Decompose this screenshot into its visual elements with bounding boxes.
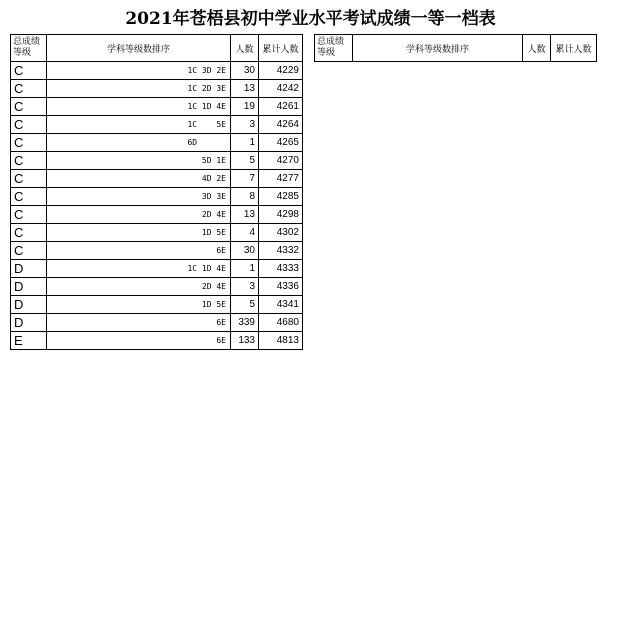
table-row (11, 296, 303, 314)
grade-header: 总成绩 等级 (315, 35, 353, 62)
table-row (11, 98, 303, 116)
count-cell: 133 (231, 332, 259, 350)
subjects-cell: 3D 3E (47, 188, 231, 206)
grade-cell: C (11, 134, 47, 152)
table-row (11, 278, 303, 296)
subjects-cell: 2D 4E (47, 278, 231, 296)
grade-cell: C (11, 224, 47, 242)
count-cell: 8 (231, 188, 259, 206)
count-cell: 339 (231, 314, 259, 332)
subjects-cell: 1C 5E (47, 116, 231, 134)
subjects-cell: 4D 2E (47, 170, 231, 188)
cumulative-cell: 4261 (259, 98, 303, 116)
count-cell: 1 (231, 260, 259, 278)
count-cell: 5 (231, 296, 259, 314)
subjects-cell: 1D 5E (47, 224, 231, 242)
grade-cell: C (11, 188, 47, 206)
subjects-cell: 6D (47, 134, 231, 152)
cumulative-cell: 4270 (259, 152, 303, 170)
grade-cell: E (11, 332, 47, 350)
count-cell: 7 (231, 170, 259, 188)
cumulative-cell: 4680 (259, 314, 303, 332)
table-row (11, 242, 303, 260)
table-row (11, 116, 303, 134)
cumulative-cell: 4264 (259, 116, 303, 134)
table-row (11, 152, 303, 170)
cumulative-cell: 4298 (259, 206, 303, 224)
count-cell: 5 (231, 152, 259, 170)
results-table-left (10, 34, 303, 350)
subjects-cell: 1C 3D 2E (47, 62, 231, 80)
table-header-row (11, 35, 303, 62)
table-row (11, 260, 303, 278)
table-row (11, 80, 303, 98)
count-header: 人数 (523, 35, 551, 62)
grade-cell: C (11, 242, 47, 260)
count-cell: 13 (231, 206, 259, 224)
grade-cell: C (11, 116, 47, 134)
subjects-header: 学科等级数排序 (47, 35, 231, 62)
cumulative-header: 累计人数 (551, 35, 597, 62)
cumulative-cell: 4333 (259, 260, 303, 278)
cumulative-cell: 4813 (259, 332, 303, 350)
grade-cell: D (11, 260, 47, 278)
table-row (11, 332, 303, 350)
subjects-cell: 1D 5E (47, 296, 231, 314)
cumulative-cell: 4302 (259, 224, 303, 242)
subjects-cell: 5D 1E (47, 152, 231, 170)
count-cell: 3 (231, 278, 259, 296)
count-cell: 30 (231, 242, 259, 260)
grade-cell: C (11, 62, 47, 80)
table-header-row (315, 35, 597, 62)
cumulative-cell: 4277 (259, 170, 303, 188)
grade-cell: C (11, 98, 47, 116)
cumulative-cell: 4242 (259, 80, 303, 98)
cumulative-header: 累计人数 (259, 35, 303, 62)
grade-cell: C (11, 152, 47, 170)
count-cell: 4 (231, 224, 259, 242)
count-cell: 30 (231, 62, 259, 80)
subjects-cell: 6E (47, 332, 231, 350)
count-cell: 13 (231, 80, 259, 98)
page-title: 2021年苍梧县初中学业水平考试成绩一等一档表 (125, 9, 496, 29)
count-header: 人数 (231, 35, 259, 62)
table-row (11, 62, 303, 80)
cumulative-cell: 4285 (259, 188, 303, 206)
grade-cell: C (11, 80, 47, 98)
cumulative-cell: 4332 (259, 242, 303, 260)
count-cell: 3 (231, 116, 259, 134)
table-row (11, 314, 303, 332)
grade-header: 总成绩 等级 (11, 35, 47, 62)
subjects-cell: 1C 1D 4E (47, 98, 231, 116)
cumulative-cell: 4265 (259, 134, 303, 152)
table-row (11, 206, 303, 224)
grade-cell: C (11, 206, 47, 224)
cumulative-cell: 4341 (259, 296, 303, 314)
table-row (11, 188, 303, 206)
cumulative-cell: 4229 (259, 62, 303, 80)
subjects-cell: 1C 1D 4E (47, 260, 231, 278)
grade-cell: C (11, 170, 47, 188)
count-cell: 1 (231, 134, 259, 152)
subjects-cell: 1C 2D 3E (47, 80, 231, 98)
count-cell: 19 (231, 98, 259, 116)
grade-cell: D (11, 278, 47, 296)
subjects-cell: 2D 4E (47, 206, 231, 224)
cumulative-cell: 4336 (259, 278, 303, 296)
subjects-header: 学科等级数排序 (353, 35, 523, 62)
table-row (11, 224, 303, 242)
subjects-cell: 6E (47, 242, 231, 260)
grade-cell: D (11, 296, 47, 314)
table-row (11, 134, 303, 152)
table-row (11, 170, 303, 188)
subjects-cell: 6E (47, 314, 231, 332)
results-table-right (314, 34, 597, 62)
grade-cell: D (11, 314, 47, 332)
